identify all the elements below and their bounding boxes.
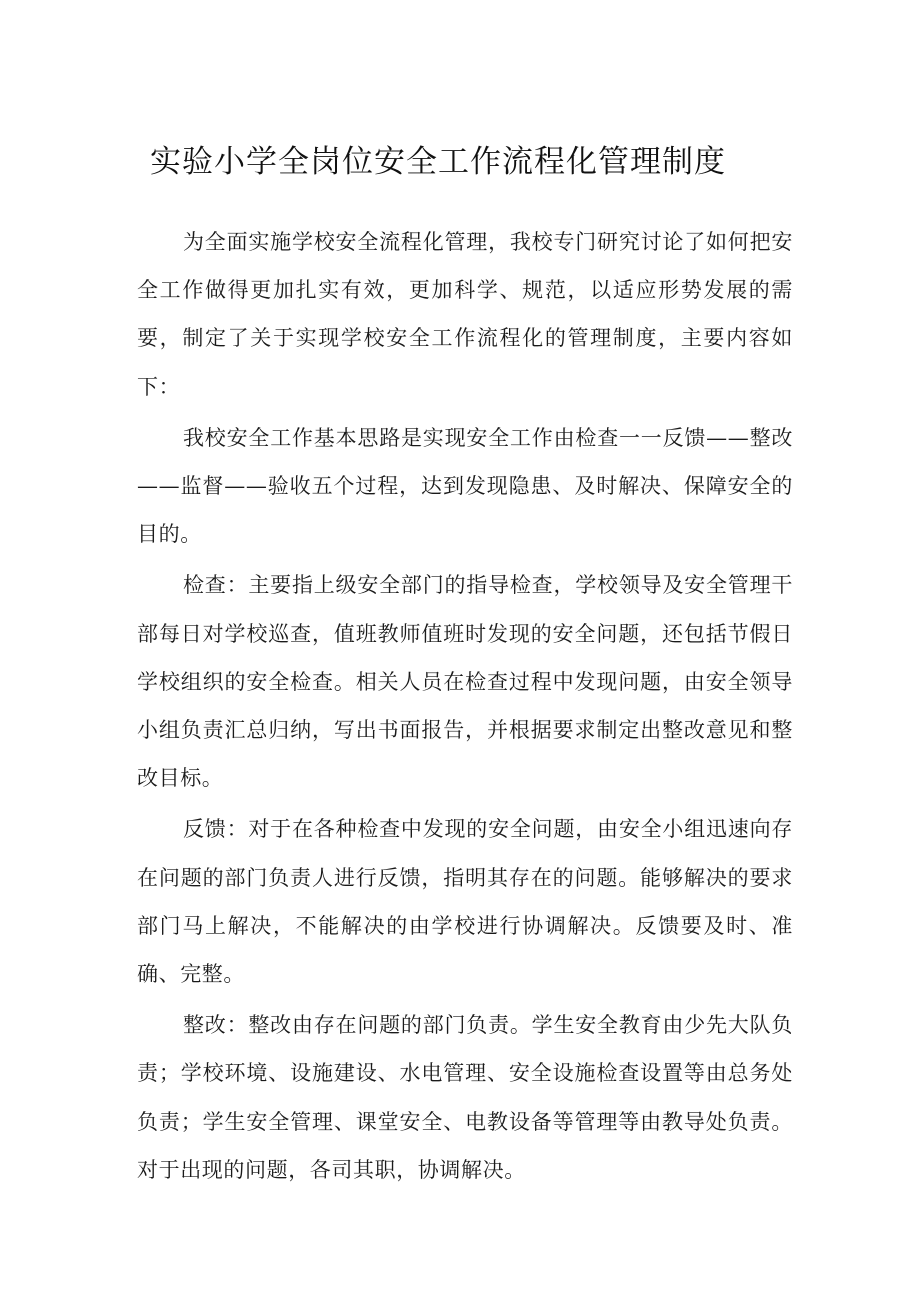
page-title: 实验小学全岗位安全工作流程化管理制度 xyxy=(150,144,726,180)
paragraph-intro: 为全面实施学校安全流程化管理，我校专门研究讨论了如何把安全工作做得更加扎实有效，更加科学、规范，以适应形势发展的需要，制定了关于实现学校安全工作流程化的管理制度，主要内容如下： xyxy=(137,230,793,399)
paragraph-feedback: 反馈：对于在各种检查中发现的安全问题，由安全小组迅速向存在问题的部门负责人进行反馈，指明其存在的问题。能够解决的要求部门马上解决，不能解决的由学校进行协调解决。反馈要及时、准确、完整。 xyxy=(137,817,793,987)
document-body xyxy=(137,218,793,1197)
paragraph-rectification: 整改：整改由存在问题的部门负责。学生安全教育由少先大队负责；学校环境、设施建设、水电管理、安全设施检查设置等由总务处负责；学生安全管理、课堂安全、电教设备等管理等由教导处负责。对于出现的问题，各司其职，协调解决。 xyxy=(137,1013,793,1182)
paragraph-inspection: 检查：主要指上级安全部门的指导检查，学校领导及安全管理干部每日对学校巡查，值班教师值班时发现的安全问题，还包括节假日学校组织的安全检查。相关人员在检查过程中发现问题，由安全领导小组负责汇总归纳，写出书面报告，并根据要求制定出整改意见和整改目标。 xyxy=(137,573,793,791)
paragraph-approach: 我校安全工作基本思路是实现安全工作由检查一一反馈——整改——监督——验收五个过程，达到发现隐患、及时解决、保障安全的目的。 xyxy=(137,425,793,547)
